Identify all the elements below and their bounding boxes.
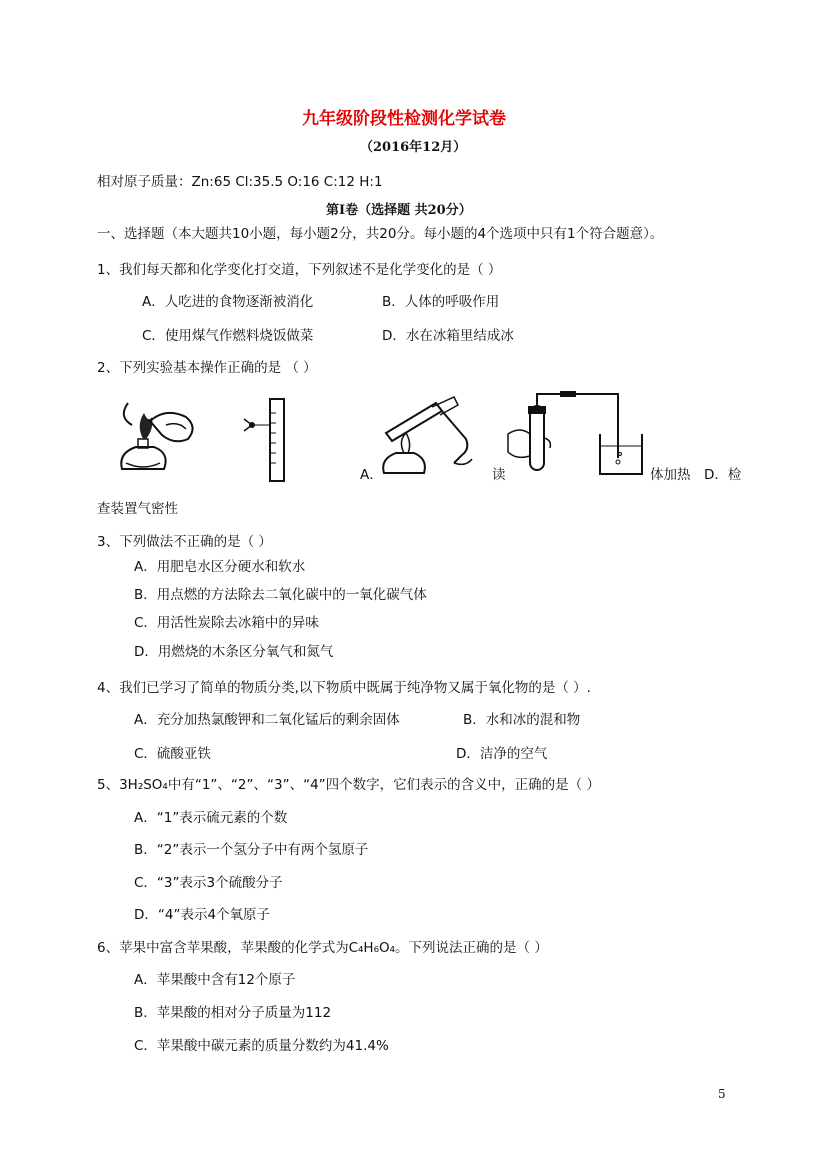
q4-option-c: C．硫酸亚铁 — [134, 746, 211, 762]
q3-stem: 3、下列做法不正确的是（ ） — [97, 534, 272, 550]
exam-title: 九年级阶段性检测化学试卷 — [302, 109, 506, 129]
q2-figure-test-tube-heating — [370, 393, 490, 483]
q2-figure-label-c-fragment: 体加热 — [650, 467, 691, 483]
q1-option-c: C．使用煤气作燃料烧饭做菜 — [142, 328, 314, 344]
q4-option-a: A．充分加热氯酸钾和二氧化锰后的剩余固体 — [134, 712, 400, 728]
q3-option-c: C．用活性炭除去冰箱中的异味 — [134, 615, 319, 631]
q6-option-b: B．苹果酸的相对分子质量为112 — [134, 1005, 332, 1021]
q5-stem: 5、3H₂SO₄中有“1”、“2”、“3”、“4”四个数字，它们表示的含义中，正确的是（ ） — [97, 777, 600, 793]
q2-figure-graduated-cylinder — [240, 395, 300, 485]
q3-option-a: A．用肥皂水区分硬水和软水 — [134, 559, 306, 575]
q2-figure-alcohol-lamp — [108, 395, 208, 480]
q2-figure-label-b-fragment: 读 — [492, 467, 506, 483]
q6-stem: 6、苹果中富含苹果酸，苹果酸的化学式为C₄H₆O₄。下列说法正确的是（ ） — [97, 940, 548, 956]
q4-option-b: B．水和冰的混和物 — [463, 712, 581, 728]
atomic-masses: 相对原子质量：Zn:65 Cl:35.5 O:16 C:12 H:1 — [97, 174, 383, 190]
q1-option-d: D．水在冰箱里结成冰 — [382, 328, 514, 344]
q4-option-d: D．洁净的空气 — [456, 746, 548, 762]
q5-option-d: D．“4”表示4个氧原子 — [134, 907, 271, 923]
q2-figure-label-a: A． — [360, 467, 383, 483]
q6-option-a: A．苹果酸中含有12个原子 — [134, 972, 296, 988]
q3-option-b: B．用点燃的方法除去二氧化碳中的一氧化碳气体 — [134, 587, 427, 603]
q5-option-a: A．“1”表示硫元素的个数 — [134, 810, 288, 826]
exam-date: （2016年12月） — [360, 140, 467, 155]
q5-option-b: B．“2”表示一个氢分子中有两个氢原子 — [134, 842, 369, 858]
q2-figure-label-d: D．检 — [704, 467, 742, 483]
q1-option-b: B．人体的呼吸作用 — [382, 294, 500, 310]
q2-continuation: 查装置气密性 — [97, 501, 178, 517]
q4-stem: 4、我们已学习了简单的物质分类,以下物质中既属于纯净物又属于氧化物的是（ ）. — [97, 680, 591, 696]
q2-figure-airtightness-check — [500, 388, 660, 480]
q2-stem: 2、下列实验基本操作正确的是 （ ） — [97, 360, 317, 376]
q3-option-d: D．用燃烧的木条区分氧气和氮气 — [134, 644, 334, 660]
q1-option-a: A．人吃进的食物逐渐被消化 — [142, 294, 314, 310]
instructions: 一、选择题（本大题共10小题，每小题2分，共20分。每小题的4个选项中只有1个符合题意）。 — [97, 226, 664, 242]
section-heading: 第Ⅰ卷（选择题 共20分） — [326, 203, 472, 218]
q6-option-c: C．苹果酸中碳元素的质量分数约为41.4% — [134, 1038, 389, 1054]
page-number: 5 — [718, 1087, 726, 1101]
q1-stem: 1、我们每天都和化学变化打交道，下列叙述不是化学变化的是（ ） — [97, 262, 502, 278]
q5-option-c: C．“3”表示3个硫酸分子 — [134, 875, 283, 891]
